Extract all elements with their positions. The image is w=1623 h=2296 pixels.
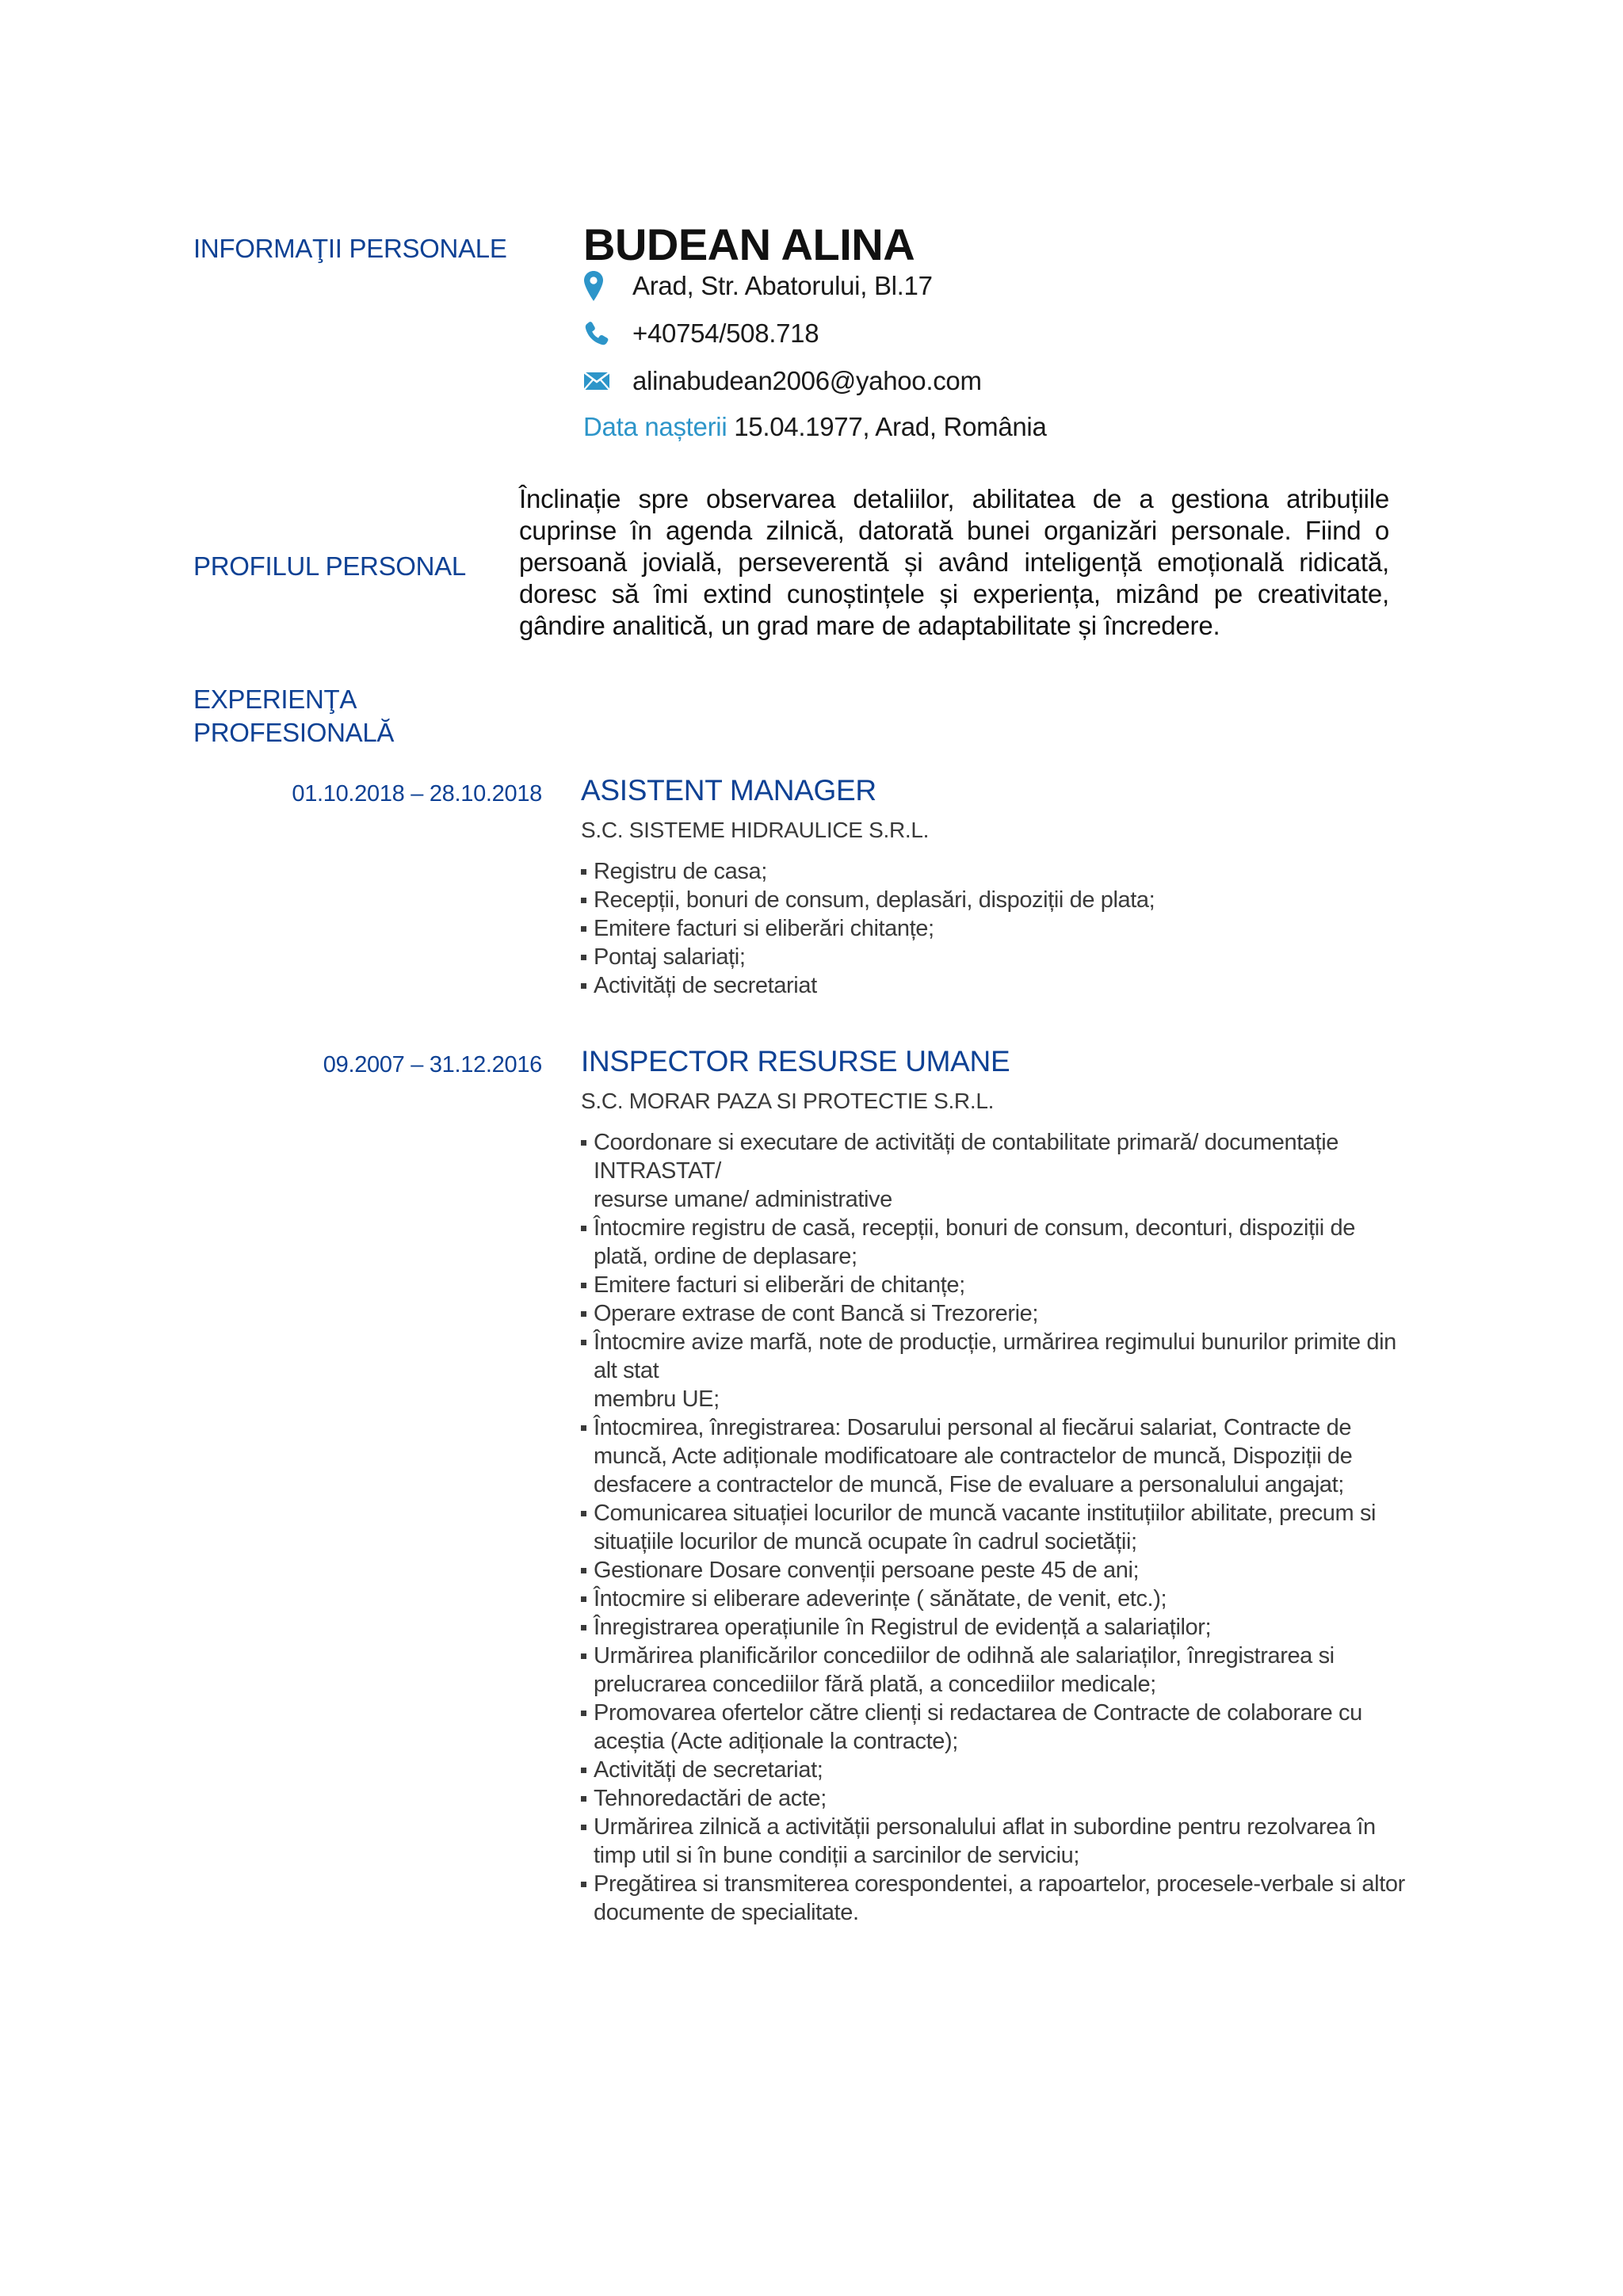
section-label-personal-info: INFORMAŢII PERSONALE bbox=[193, 234, 507, 263]
list-item: Urmărirea zilnică a activității personalului aflat in subordine pentru rezolvarea în timp util si în bune condiții a sarcinilor de serviciu; bbox=[581, 1813, 1405, 1870]
list-item: Registru de casa; bbox=[581, 857, 1405, 886]
company-name: S.C. SISTEME HIDRAULICE S.R.L. bbox=[581, 818, 930, 842]
location-pin-icon bbox=[583, 269, 613, 303]
task-list bbox=[581, 857, 1405, 1000]
list-item: Emitere facturi si eliberări chitanțe; bbox=[581, 914, 1405, 943]
list-item: Activități de secretariat bbox=[581, 971, 1405, 1000]
email-row bbox=[583, 361, 982, 401]
birth-label: Data nașterii bbox=[583, 412, 727, 441]
list-item: Coordonare si executare de activități de contabilitate primară/ documentație INTRASTAT/ resurse umane/ administrative bbox=[581, 1128, 1405, 1214]
job-date: 01.10.2018 – 28.10.2018 bbox=[292, 781, 542, 807]
section-label-profile: PROFILUL PERSONAL bbox=[193, 551, 466, 581]
section-label-experience-line1: EXPERIENŢA bbox=[193, 685, 357, 714]
address-text: Arad, Str. Abatorului, Bl.17 bbox=[632, 271, 933, 300]
list-item: Întocmirea, înregistrarea: Dosarului personal al fiecărui salariat, Contracte de muncă, Acte adiționale modificatoare ale contractelor de muncă, Dispoziții de desfacere a contractelor de muncă, Fise de evaluare a personalului angajat; bbox=[581, 1413, 1405, 1499]
envelope-icon bbox=[583, 364, 613, 398]
job-title: ASISTENT MANAGER bbox=[581, 774, 876, 807]
company-name: S.C. MORAR PAZA SI PROTECTIE S.R.L. bbox=[581, 1089, 995, 1113]
phone-text: +40754/508.718 bbox=[632, 318, 819, 348]
list-item: Promovarea ofertelor către clienți si redactarea de Contracte de colaborare cu aceștia (Acte adiționale la contracte); bbox=[581, 1699, 1405, 1756]
job-date: 09.2007 – 31.12.2016 bbox=[323, 1052, 542, 1077]
list-item: Recepții, bonuri de consum, deplasări, dispoziții de plata; bbox=[581, 886, 1405, 914]
list-item: Operare extrase de cont Bancă si Trezorerie; bbox=[581, 1299, 1405, 1328]
list-item: Comunicarea situației locurilor de muncă vacante instituțiilor abilitate, precum si situațiile locurilor de muncă ocupate în cadrul societății; bbox=[581, 1499, 1405, 1556]
list-item: Emitere facturi si eliberări de chitanțe; bbox=[581, 1271, 1405, 1299]
phone-icon bbox=[583, 317, 613, 350]
list-item: Activități de secretariat; bbox=[581, 1756, 1405, 1784]
birth-value: 15.04.1977, Arad, România bbox=[734, 412, 1047, 441]
address-row bbox=[583, 266, 933, 306]
section-label-experience-line2: PROFESIONALĂ bbox=[193, 718, 395, 747]
candidate-name: BUDEAN ALINA bbox=[583, 219, 915, 269]
list-item: Înregistrarea operațiunile în Registrul de evidență a salariaților; bbox=[581, 1613, 1405, 1642]
task-list bbox=[581, 1128, 1405, 1927]
phone-row bbox=[583, 314, 819, 353]
list-item: Pontaj salariați; bbox=[581, 943, 1405, 971]
list-item: Pregătirea si transmiterea corespondentei, a rapoartelor, procesele-verbale si altor documente de specialitate. bbox=[581, 1870, 1405, 1927]
job-title: INSPECTOR RESURSE UMANE bbox=[581, 1045, 1010, 1077]
profile-text: Înclinație spre observarea detaliilor, abilitatea de a gestiona atribuțiile cuprinse în agenda zilnică, datorată bunei organizări personale. Fiind o persoană jovială, perseverentă și având inteligență emoțională ridicată, doresc să îmi extind cunoștințele și experiența, mizând pe creativitate, gândire analitică, un grad mare de adaptabilitate și încredere. bbox=[519, 484, 1389, 640]
birth-row bbox=[583, 409, 1047, 445]
list-item: Întocmire registru de casă, recepții, bonuri de consum, deconturi, dispoziții de plată, ordine de deplasare; bbox=[581, 1214, 1405, 1271]
list-item: Gestionare Dosare convenții persoane peste 45 de ani; bbox=[581, 1556, 1405, 1585]
list-item: Tehnoredactări de acte; bbox=[581, 1784, 1405, 1813]
list-item: Întocmire si eliberare adeverințe ( sănătate, de venit, etc.); bbox=[581, 1585, 1405, 1613]
list-item: Întocmire avize marfă, note de producție, urmărirea regimului bunurilor primite din alt stat membru UE; bbox=[581, 1328, 1405, 1413]
email-text: alinabudean2006@yahoo.com bbox=[632, 366, 982, 395]
section-label-experience bbox=[193, 683, 542, 749]
list-item: Urmărirea planificărilor concediilor de odihnă ale salariaților, înregistrarea si prelucrarea concediilor fără plată, a concediilor medicale; bbox=[581, 1642, 1405, 1699]
